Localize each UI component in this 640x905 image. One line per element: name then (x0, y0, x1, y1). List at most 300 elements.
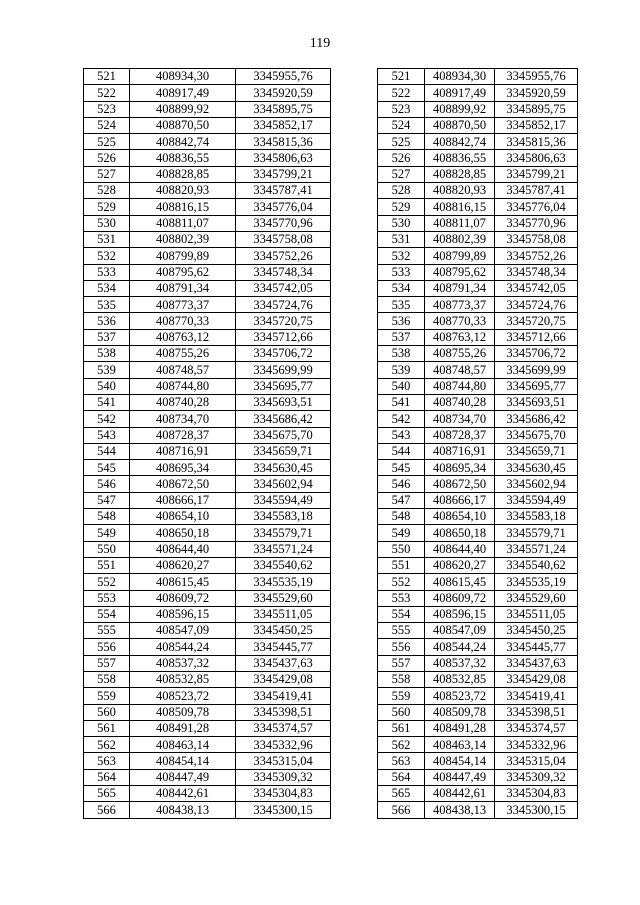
table-row (84, 231, 331, 247)
x-coordinate-cell: 408537,32 (130, 655, 236, 671)
x-coordinate-cell: 408695,34 (130, 460, 236, 476)
y-coordinate-cell: 3345955,76 (236, 69, 331, 85)
table-row (84, 117, 331, 133)
x-coordinate-cell: 408666,17 (130, 492, 236, 508)
table-row (378, 117, 578, 133)
y-coordinate-cell: 3345699,99 (495, 362, 578, 378)
y-coordinate-cell: 3345579,71 (495, 525, 578, 541)
table-row (378, 590, 578, 606)
x-coordinate-cell: 408748,57 (425, 362, 495, 378)
y-coordinate-cell: 3345535,19 (495, 574, 578, 590)
y-coordinate-cell: 3345630,45 (495, 460, 578, 476)
table-row (378, 346, 578, 362)
table-body-right (378, 69, 578, 819)
point-number-cell: 546 (378, 476, 425, 492)
table-row (378, 264, 578, 280)
x-coordinate-cell: 408811,07 (130, 215, 236, 231)
y-coordinate-cell: 3345309,32 (495, 769, 578, 785)
point-number-cell: 526 (378, 150, 425, 166)
point-number-cell: 544 (84, 443, 130, 459)
y-coordinate-cell: 3345450,25 (495, 623, 578, 639)
y-coordinate-cell: 3345706,72 (495, 346, 578, 362)
y-coordinate-cell: 3345742,05 (236, 280, 331, 296)
point-number-cell: 556 (84, 639, 130, 655)
x-coordinate-cell: 408734,70 (425, 411, 495, 427)
table-row (378, 769, 578, 785)
y-coordinate-cell: 3345720,75 (236, 313, 331, 329)
point-number-cell: 552 (378, 574, 425, 590)
point-number-cell: 555 (84, 623, 130, 639)
y-coordinate-cell: 3345799,21 (236, 166, 331, 182)
table-row (84, 460, 331, 476)
point-number-cell: 549 (84, 525, 130, 541)
y-coordinate-cell: 3345895,75 (236, 101, 331, 117)
y-coordinate-cell: 3345752,26 (236, 248, 331, 264)
point-number-cell: 529 (84, 199, 130, 215)
y-coordinate-cell: 3345758,08 (236, 231, 331, 247)
point-number-cell: 565 (84, 786, 130, 802)
x-coordinate-cell: 408740,28 (130, 394, 236, 410)
point-number-cell: 536 (378, 313, 425, 329)
table-row (378, 362, 578, 378)
table-row (378, 574, 578, 590)
x-coordinate-cell: 408842,74 (130, 134, 236, 150)
table-row (378, 492, 578, 508)
x-coordinate-cell: 408650,18 (130, 525, 236, 541)
x-coordinate-cell: 408544,24 (425, 639, 495, 655)
table-row (378, 655, 578, 671)
y-coordinate-cell: 3345437,63 (236, 655, 331, 671)
table-row (378, 786, 578, 802)
point-number-cell: 534 (378, 280, 425, 296)
point-number-cell: 537 (378, 329, 425, 345)
table-row (84, 199, 331, 215)
x-coordinate-cell: 408836,55 (425, 150, 495, 166)
x-coordinate-cell: 408799,89 (425, 248, 495, 264)
x-coordinate-cell: 408532,85 (130, 671, 236, 687)
table-row (84, 671, 331, 687)
point-number-cell: 535 (84, 297, 130, 313)
point-number-cell: 528 (84, 183, 130, 199)
point-number-cell: 548 (84, 509, 130, 525)
table-row (84, 476, 331, 492)
x-coordinate-cell: 408442,61 (130, 786, 236, 802)
table-row (84, 606, 331, 622)
x-coordinate-cell: 408654,10 (425, 509, 495, 525)
y-coordinate-cell: 3345571,24 (495, 541, 578, 557)
table-row (378, 476, 578, 492)
y-coordinate-cell: 3345450,25 (236, 623, 331, 639)
point-number-cell: 560 (84, 704, 130, 720)
y-coordinate-cell: 3345748,34 (495, 264, 578, 280)
point-number-cell: 521 (378, 69, 425, 85)
point-number-cell: 533 (378, 264, 425, 280)
point-number-cell: 524 (378, 117, 425, 133)
table-row (378, 231, 578, 247)
x-coordinate-cell: 408748,57 (130, 362, 236, 378)
table-row (378, 411, 578, 427)
x-coordinate-cell: 408609,72 (425, 590, 495, 606)
table-row (378, 134, 578, 150)
point-number-cell: 525 (84, 134, 130, 150)
point-number-cell: 566 (378, 802, 425, 818)
point-number-cell: 562 (378, 737, 425, 753)
point-number-cell: 558 (378, 671, 425, 687)
y-coordinate-cell: 3345706,72 (236, 346, 331, 362)
point-number-cell: 522 (378, 85, 425, 101)
y-coordinate-cell: 3345374,57 (495, 720, 578, 736)
y-coordinate-cell: 3345686,42 (236, 411, 331, 427)
x-coordinate-cell: 408836,55 (130, 150, 236, 166)
coordinates-table-left (83, 68, 331, 819)
point-number-cell: 558 (84, 671, 130, 687)
x-coordinate-cell: 408820,93 (130, 183, 236, 199)
y-coordinate-cell: 3345511,05 (236, 606, 331, 622)
y-coordinate-cell: 3345419,41 (495, 688, 578, 704)
point-number-cell: 531 (84, 231, 130, 247)
point-number-cell: 563 (84, 753, 130, 769)
table-row (84, 264, 331, 280)
x-coordinate-cell: 408609,72 (130, 590, 236, 606)
point-number-cell: 526 (84, 150, 130, 166)
y-coordinate-cell: 3345699,99 (236, 362, 331, 378)
x-coordinate-cell: 408755,26 (130, 346, 236, 362)
table-row (84, 557, 331, 573)
y-coordinate-cell: 3345770,96 (495, 215, 578, 231)
table-row (84, 541, 331, 557)
x-coordinate-cell: 408716,91 (425, 443, 495, 459)
x-coordinate-cell: 408454,14 (425, 753, 495, 769)
x-coordinate-cell: 408934,30 (130, 69, 236, 85)
x-coordinate-cell: 408532,85 (425, 671, 495, 687)
table-row (378, 753, 578, 769)
y-coordinate-cell: 3345332,96 (495, 737, 578, 753)
table-row (378, 720, 578, 736)
point-number-cell: 552 (84, 574, 130, 590)
point-number-cell: 546 (84, 476, 130, 492)
y-coordinate-cell: 3345419,41 (236, 688, 331, 704)
x-coordinate-cell: 408820,93 (425, 183, 495, 199)
table-row (378, 199, 578, 215)
x-coordinate-cell: 408755,26 (425, 346, 495, 362)
x-coordinate-cell: 408763,12 (425, 329, 495, 345)
table-row (84, 509, 331, 525)
table-row (84, 313, 331, 329)
point-number-cell: 521 (84, 69, 130, 85)
x-coordinate-cell: 408734,70 (130, 411, 236, 427)
x-coordinate-cell: 408615,45 (425, 574, 495, 590)
x-coordinate-cell: 408791,34 (425, 280, 495, 296)
x-coordinate-cell: 408728,37 (130, 427, 236, 443)
table-row (378, 737, 578, 753)
point-number-cell: 547 (378, 492, 425, 508)
y-coordinate-cell: 3345529,60 (236, 590, 331, 606)
table-row (84, 443, 331, 459)
x-coordinate-cell: 408870,50 (130, 117, 236, 133)
x-coordinate-cell: 408447,49 (425, 769, 495, 785)
y-coordinate-cell: 3345720,75 (495, 313, 578, 329)
point-number-cell: 559 (378, 688, 425, 704)
table-row (378, 525, 578, 541)
y-coordinate-cell: 3345445,77 (495, 639, 578, 655)
point-number-cell: 525 (378, 134, 425, 150)
y-coordinate-cell: 3345806,63 (495, 150, 578, 166)
table-row (84, 394, 331, 410)
point-number-cell: 535 (378, 297, 425, 313)
y-coordinate-cell: 3345920,59 (495, 85, 578, 101)
point-number-cell: 543 (378, 427, 425, 443)
point-number-cell: 547 (84, 492, 130, 508)
y-coordinate-cell: 3345920,59 (236, 85, 331, 101)
point-number-cell: 527 (84, 166, 130, 182)
point-number-cell: 539 (378, 362, 425, 378)
table-row (84, 574, 331, 590)
y-coordinate-cell: 3345583,18 (236, 509, 331, 525)
y-coordinate-cell: 3345429,08 (495, 671, 578, 687)
point-number-cell: 539 (84, 362, 130, 378)
table-row (84, 737, 331, 753)
table-row (84, 362, 331, 378)
x-coordinate-cell: 408763,12 (130, 329, 236, 345)
y-coordinate-cell: 3345437,63 (495, 655, 578, 671)
x-coordinate-cell: 408770,33 (425, 313, 495, 329)
y-coordinate-cell: 3345332,96 (236, 737, 331, 753)
table-row (378, 704, 578, 720)
x-coordinate-cell: 408447,49 (130, 769, 236, 785)
table-row (378, 443, 578, 459)
point-number-cell: 529 (378, 199, 425, 215)
table-row (378, 606, 578, 622)
x-coordinate-cell: 408791,34 (130, 280, 236, 296)
point-number-cell: 531 (378, 231, 425, 247)
table-row (84, 134, 331, 150)
x-coordinate-cell: 408537,32 (425, 655, 495, 671)
table-row (84, 346, 331, 362)
y-coordinate-cell: 3345675,70 (236, 427, 331, 443)
y-coordinate-cell: 3345712,66 (495, 329, 578, 345)
table-row (378, 215, 578, 231)
x-coordinate-cell: 408672,50 (425, 476, 495, 492)
x-coordinate-cell: 408523,72 (425, 688, 495, 704)
point-number-cell: 564 (378, 769, 425, 785)
x-coordinate-cell: 408795,62 (130, 264, 236, 280)
y-coordinate-cell: 3345602,94 (495, 476, 578, 492)
x-coordinate-cell: 408795,62 (425, 264, 495, 280)
table-row (378, 460, 578, 476)
table-row (378, 688, 578, 704)
x-coordinate-cell: 408491,28 (130, 720, 236, 736)
x-coordinate-cell: 408728,37 (425, 427, 495, 443)
table-row (84, 183, 331, 199)
y-coordinate-cell: 3345852,17 (495, 117, 578, 133)
x-coordinate-cell: 408744,80 (130, 378, 236, 394)
table-row (84, 69, 331, 85)
x-coordinate-cell: 408773,37 (425, 297, 495, 313)
point-number-cell: 545 (378, 460, 425, 476)
table-row (84, 215, 331, 231)
y-coordinate-cell: 3345602,94 (236, 476, 331, 492)
point-number-cell: 522 (84, 85, 130, 101)
point-number-cell: 564 (84, 769, 130, 785)
point-number-cell: 557 (378, 655, 425, 671)
table-row (378, 313, 578, 329)
x-coordinate-cell: 408672,50 (130, 476, 236, 492)
x-coordinate-cell: 408509,78 (425, 704, 495, 720)
x-coordinate-cell: 408816,15 (130, 199, 236, 215)
point-number-cell: 562 (84, 737, 130, 753)
table-row (84, 753, 331, 769)
table-row (378, 671, 578, 687)
table-row (84, 329, 331, 345)
x-coordinate-cell: 408744,80 (425, 378, 495, 394)
y-coordinate-cell: 3345540,62 (495, 557, 578, 573)
y-coordinate-cell: 3345374,57 (236, 720, 331, 736)
y-coordinate-cell: 3345742,05 (495, 280, 578, 296)
table-row (378, 101, 578, 117)
x-coordinate-cell: 408596,15 (130, 606, 236, 622)
y-coordinate-cell: 3345787,41 (236, 183, 331, 199)
x-coordinate-cell: 408438,13 (130, 802, 236, 818)
table-row (378, 85, 578, 101)
point-number-cell: 563 (378, 753, 425, 769)
table-row (378, 802, 578, 818)
x-coordinate-cell: 408509,78 (130, 704, 236, 720)
table-row (378, 248, 578, 264)
table-row (378, 394, 578, 410)
y-coordinate-cell: 3345693,51 (495, 394, 578, 410)
x-coordinate-cell: 408615,45 (130, 574, 236, 590)
x-coordinate-cell: 408816,15 (425, 199, 495, 215)
table-row (378, 427, 578, 443)
point-number-cell: 566 (84, 802, 130, 818)
y-coordinate-cell: 3345712,66 (236, 329, 331, 345)
y-coordinate-cell: 3345659,71 (495, 443, 578, 459)
x-coordinate-cell: 408596,15 (425, 606, 495, 622)
table-row (84, 655, 331, 671)
table-row (378, 378, 578, 394)
y-coordinate-cell: 3345752,26 (495, 248, 578, 264)
x-coordinate-cell: 408740,28 (425, 394, 495, 410)
x-coordinate-cell: 408454,14 (130, 753, 236, 769)
y-coordinate-cell: 3345799,21 (495, 166, 578, 182)
point-number-cell: 536 (84, 313, 130, 329)
x-coordinate-cell: 408547,09 (425, 623, 495, 639)
y-coordinate-cell: 3345695,77 (236, 378, 331, 394)
x-coordinate-cell: 408870,50 (425, 117, 495, 133)
point-number-cell: 551 (378, 557, 425, 573)
x-coordinate-cell: 408650,18 (425, 525, 495, 541)
x-coordinate-cell: 408491,28 (425, 720, 495, 736)
point-number-cell: 560 (378, 704, 425, 720)
table-row (378, 150, 578, 166)
point-number-cell: 553 (84, 590, 130, 606)
y-coordinate-cell: 3345724,76 (495, 297, 578, 313)
x-coordinate-cell: 408547,09 (130, 623, 236, 639)
y-coordinate-cell: 3345758,08 (495, 231, 578, 247)
point-number-cell: 540 (378, 378, 425, 394)
x-coordinate-cell: 408438,13 (425, 802, 495, 818)
point-number-cell: 541 (378, 394, 425, 410)
table-row (84, 166, 331, 182)
x-coordinate-cell: 408770,33 (130, 313, 236, 329)
x-coordinate-cell: 408644,40 (425, 541, 495, 557)
y-coordinate-cell: 3345535,19 (236, 574, 331, 590)
table-row (84, 85, 331, 101)
x-coordinate-cell: 408620,27 (130, 557, 236, 573)
point-number-cell: 534 (84, 280, 130, 296)
x-coordinate-cell: 408442,61 (425, 786, 495, 802)
y-coordinate-cell: 3345787,41 (495, 183, 578, 199)
table-row (84, 248, 331, 264)
y-coordinate-cell: 3345304,83 (236, 786, 331, 802)
y-coordinate-cell: 3345309,32 (236, 769, 331, 785)
y-coordinate-cell: 3345776,04 (495, 199, 578, 215)
y-coordinate-cell: 3345659,71 (236, 443, 331, 459)
x-coordinate-cell: 408463,14 (425, 737, 495, 753)
y-coordinate-cell: 3345315,04 (495, 753, 578, 769)
point-number-cell: 557 (84, 655, 130, 671)
y-coordinate-cell: 3345445,77 (236, 639, 331, 655)
table-row (84, 297, 331, 313)
point-number-cell: 549 (378, 525, 425, 541)
x-coordinate-cell: 408773,37 (130, 297, 236, 313)
table-row (84, 150, 331, 166)
point-number-cell: 553 (378, 590, 425, 606)
point-number-cell: 530 (378, 215, 425, 231)
point-number-cell: 545 (84, 460, 130, 476)
table-row (84, 802, 331, 818)
x-coordinate-cell: 408799,89 (130, 248, 236, 264)
table-row (378, 509, 578, 525)
point-number-cell: 532 (378, 248, 425, 264)
x-coordinate-cell: 408828,85 (130, 166, 236, 182)
table-row (84, 720, 331, 736)
y-coordinate-cell: 3345315,04 (236, 753, 331, 769)
table-row (84, 590, 331, 606)
point-number-cell: 528 (378, 183, 425, 199)
table-row (378, 639, 578, 655)
x-coordinate-cell: 408899,92 (130, 101, 236, 117)
y-coordinate-cell: 3345398,51 (495, 704, 578, 720)
table-row (84, 688, 331, 704)
y-coordinate-cell: 3345895,75 (495, 101, 578, 117)
table-row (378, 329, 578, 345)
y-coordinate-cell: 3345815,36 (236, 134, 331, 150)
x-coordinate-cell: 408463,14 (130, 737, 236, 753)
table-row (84, 525, 331, 541)
point-number-cell: 523 (84, 101, 130, 117)
x-coordinate-cell: 408644,40 (130, 541, 236, 557)
x-coordinate-cell: 408523,72 (130, 688, 236, 704)
point-number-cell: 551 (84, 557, 130, 573)
point-number-cell: 543 (84, 427, 130, 443)
point-number-cell: 555 (378, 623, 425, 639)
table-row (378, 69, 578, 85)
y-coordinate-cell: 3345529,60 (495, 590, 578, 606)
point-number-cell: 527 (378, 166, 425, 182)
table-row (84, 492, 331, 508)
point-number-cell: 544 (378, 443, 425, 459)
y-coordinate-cell: 3345540,62 (236, 557, 331, 573)
point-number-cell: 540 (84, 378, 130, 394)
point-number-cell: 561 (84, 720, 130, 736)
point-number-cell: 565 (378, 786, 425, 802)
point-number-cell: 556 (378, 639, 425, 655)
point-number-cell: 542 (378, 411, 425, 427)
x-coordinate-cell: 408802,39 (425, 231, 495, 247)
x-coordinate-cell: 408620,27 (425, 557, 495, 573)
x-coordinate-cell: 408917,49 (130, 85, 236, 101)
